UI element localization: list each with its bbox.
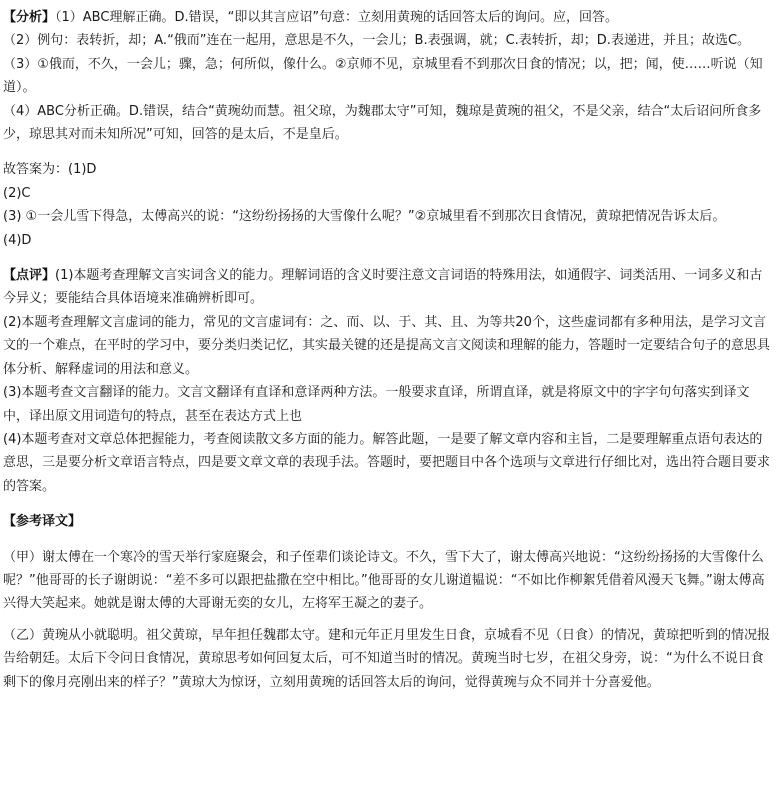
translation-para-1: （甲）谢太傅在一个寒冷的雪天举行家庭聚会，和子侄辈们谈论诗文。不久，雪下大了，谢太傅高兴地说：“这纷纷扬扬的大雪像什么呢？”他哥哥的长子谢朗说：“差不多可以跟把盐撒在空中相比。”他哥哥的女儿谢道韫说：“不如比作柳絮凭借着风漫天飞舞。”谢太傅高兴得大笑起来。她就是谢太傅的大哥谢无奕的女儿，左将军王凝之的妻子。: [3, 549, 765, 612]
spacer: [3, 146, 772, 158]
translation-tag: 【参考译文】: [3, 514, 82, 530]
spacer: [3, 252, 772, 264]
analysis-line-1: [3, 6, 772, 29]
analysis-tag: 【分析】: [3, 10, 56, 25]
answer-line-3: (3) ①一会儿雪下得急，太傅高兴的说：“这纷纷扬扬的大雪像什么呢？”②京城里看不到那次日食情况，黄琼把情况告诉太后。: [3, 209, 726, 225]
analysis-line-2: （2）例句：表转折，却；A.“俄而”连在一起用，意思是不久，一会儿；B.表强调，就；C.表转折，却；D.表递进，并且；故选C。: [3, 33, 751, 49]
spacer: [3, 534, 772, 546]
comment-line-4: (4)本题考查对文章总体把握能力，考查阅读散文多方面的能力。解答此题，一是要了解文章内容和主旨，二是要理解重点语句表达的意思，三是要分析文章语言特点，四是要文章文章的表现手法。答题时，要把题目中各个选项与文章进行仔细比对，选出符合题目要求的答案。: [3, 431, 771, 494]
analysis-line-3: （3）①俄而，不久，一会儿；骤，急；何所似，像什么。②京师不见，京城里看不到那次日食的情况；以，把；闻，使……听说（知道）。: [3, 56, 763, 96]
comment-line-1: [3, 264, 772, 311]
analysis-line-1-text: （1）ABC理解正确。D.错误，“即以其言应诏”句意：立刻用黄琬的话回答太后的询问。应，回答。: [55, 10, 619, 25]
analysis-line-4: （4）ABC分析正确。D.错误，结合“黄琬幼而慧。祖父琼，为魏郡太守”可知，魏琼是黄琬的祖父，不是父亲，结合“太后诏问所食多少，琼思其对而未知所况”可知，回答的是太后，不是皇后。: [3, 103, 762, 143]
translation-para-2: （乙）黄琬从小就聪明。祖父黄琼，早年担任魏郡太守。建和元年正月里发生日食，京城看不见（日食）的情况，黄琼把听到的情况报告给朝廷。太后下令问日食情况，黄琼思考如何回复太后，可不知道当时的情况。黄琬当时七岁，在祖父身旁，说：“为什么不说日食剩下的像月亮刚出来的样子？”黄琼大为惊讶，立刻用黄琬的话回答太后的询问，觉得黄琬与众不同并十分喜爱他。: [3, 627, 771, 690]
spacer: [3, 616, 772, 624]
answer-line-2: (2)C: [3, 185, 31, 201]
comment-line-3: (3)本题考查文言翻译的能力。文言文翻译有直译和意译两种方法。一般要求直译，所谓直译，就是将原文中的字字句句落实到译文中，译出原文用词造句的特点，甚至在表达方式上也: [3, 385, 750, 424]
spacer: [3, 498, 772, 510]
comment-tag: 【点评】: [3, 268, 56, 284]
comment-line-1-text: (1)本题考查理解文言实词含义的能力。理解词语的含义时要注意文言词语的特殊用法，如通假字、词类活用、一词多义和古今异义；要能结合具体语境来准确辨析即可。: [3, 268, 763, 307]
answer-line-4: (4)D: [3, 232, 32, 248]
answer-line-1: 故答案为：(1)D: [3, 162, 97, 178]
comment-line-2: (2)本题考查理解文言虚词的能力，常见的文言虚词有：之、而、以、于、其、且、为等共20个，这些虚词都有多种用法，是学习文言文的一个难点，在平时的学习中，要分类归类记忆，其实最关键的还是提高文言文阅读和理解的能力，答题时一定要结合句子的意思具体分析、解释虚词的用法和意义。: [3, 314, 771, 377]
translation-heading: [3, 510, 772, 533]
